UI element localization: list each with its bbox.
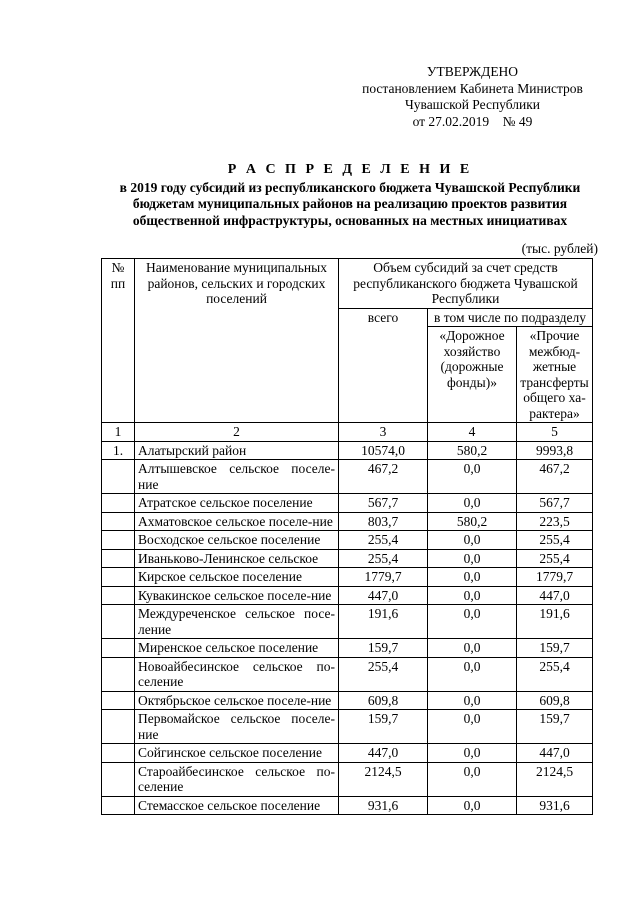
row-other: 255,4 — [517, 657, 593, 691]
row-roads: 580,2 — [428, 512, 517, 531]
row-num — [102, 568, 135, 587]
row-roads: 0,0 — [428, 710, 517, 744]
table-row — [102, 691, 593, 710]
row-other: 2124,5 — [517, 762, 593, 796]
document-subtitle-line: общественной инфраструктуры, основанных на местных инициативах — [132, 212, 568, 228]
row-total: 2124,5 — [339, 762, 428, 796]
row-total: 10574,0 — [339, 441, 428, 460]
table-row — [102, 605, 593, 639]
table-row — [102, 762, 593, 796]
row-num — [102, 762, 135, 796]
row-num: 1. — [102, 441, 135, 460]
table-row — [102, 657, 593, 691]
document-subtitle-line: в 2019 году субсидий из республиканского бюджета Чувашской Республики — [119, 179, 581, 195]
row-roads: 0,0 — [428, 691, 517, 710]
header-transfers: «Прочие межбюд-жетные трансферты общего ха-рактера» — [517, 327, 593, 423]
row-roads: 0,0 — [428, 460, 517, 494]
row-name: Атратское сельское поселение — [135, 494, 339, 513]
row-name: Стемасское сельское поселение — [135, 796, 339, 815]
row-num — [102, 710, 135, 744]
subsidy-table — [101, 258, 593, 815]
row-total: 931,6 — [339, 796, 428, 815]
column-number: 4 — [428, 423, 517, 442]
row-total: 447,0 — [339, 586, 428, 605]
approval-line: постановлением Кабинета Министров — [362, 80, 583, 96]
table-row — [102, 796, 593, 815]
header-name: Наименование муниципальных районов, сельских и городских поселений — [135, 259, 339, 423]
row-num — [102, 494, 135, 513]
row-name: Первомайское сельское поселе-ние — [135, 710, 339, 744]
row-other: 159,7 — [517, 710, 593, 744]
row-name: Алтышевское сельское поселе-ние — [135, 460, 339, 494]
row-other: 1779,7 — [517, 568, 593, 587]
row-num — [102, 512, 135, 531]
header-roads: «Дорожное хозяйство (дорожные фонды)» — [428, 327, 517, 423]
table-row — [102, 494, 593, 513]
row-name: Октябрьское сельское поселе-ние — [135, 691, 339, 710]
row-total: 609,8 — [339, 691, 428, 710]
row-num — [102, 460, 135, 494]
table-row — [102, 531, 593, 550]
row-total: 255,4 — [339, 549, 428, 568]
row-name: Междуреченское сельское посе-ление — [135, 605, 339, 639]
row-total: 159,7 — [339, 710, 428, 744]
document-heading — [100, 162, 600, 229]
table-row — [102, 441, 593, 460]
table-body — [102, 441, 593, 815]
header-subsection: в том числе по подразделу — [428, 308, 593, 327]
row-roads: 580,2 — [428, 441, 517, 460]
row-name: Сойгинское сельское поселение — [135, 744, 339, 763]
table-row — [102, 586, 593, 605]
row-other: 467,2 — [517, 460, 593, 494]
row-num — [102, 531, 135, 550]
table-row — [102, 568, 593, 587]
row-roads: 0,0 — [428, 744, 517, 763]
row-total: 803,7 — [339, 512, 428, 531]
row-total: 567,7 — [339, 494, 428, 513]
row-num — [102, 657, 135, 691]
row-name: Новоайбесинское сельское по-селение — [135, 657, 339, 691]
unit-label: (тыс. рублей) — [521, 241, 598, 256]
row-other: 223,5 — [517, 512, 593, 531]
row-num — [102, 586, 135, 605]
header-total: всего — [339, 308, 428, 423]
row-total: 255,4 — [339, 531, 428, 550]
row-other: 447,0 — [517, 744, 593, 763]
approval-title: УТВЕРЖДЕНО — [426, 64, 519, 79]
row-num — [102, 549, 135, 568]
table-row — [102, 512, 593, 531]
row-other: 567,7 — [517, 494, 593, 513]
row-roads: 0,0 — [428, 531, 517, 550]
row-total: 467,2 — [339, 460, 428, 494]
document-subtitle-line: бюджетам муниципальных районов на реализацию проектов развития — [132, 196, 568, 211]
column-number: 1 — [102, 423, 135, 442]
row-total: 1779,7 — [339, 568, 428, 587]
row-roads: 0,0 — [428, 568, 517, 587]
approval-date: от 27.02.2019 № 49 — [412, 113, 533, 129]
row-roads: 0,0 — [428, 586, 517, 605]
row-num — [102, 691, 135, 710]
row-name: Алатырский район — [135, 441, 339, 460]
row-name: Иваньково-Ленинское сельское — [135, 549, 339, 568]
row-num — [102, 796, 135, 815]
row-roads: 0,0 — [428, 494, 517, 513]
row-name: Кирское сельское поселение — [135, 568, 339, 587]
row-other: 159,7 — [517, 639, 593, 658]
row-num — [102, 744, 135, 763]
row-roads: 0,0 — [428, 639, 517, 658]
row-other: 931,6 — [517, 796, 593, 815]
table-row — [102, 744, 593, 763]
table-row — [102, 460, 593, 494]
table-row — [102, 549, 593, 568]
row-roads: 0,0 — [428, 605, 517, 639]
column-number: 3 — [339, 423, 428, 442]
row-other: 255,4 — [517, 531, 593, 550]
row-roads: 0,0 — [428, 657, 517, 691]
header-volume: Объем субсидий за счет средств республиканского бюджета Чувашской Республики — [339, 259, 593, 309]
row-name: Миренское сельское поселение — [135, 639, 339, 658]
row-name: Староайбесинское сельское по-селение — [135, 762, 339, 796]
row-other: 447,0 — [517, 586, 593, 605]
row-total: 447,0 — [339, 744, 428, 763]
row-roads: 0,0 — [428, 549, 517, 568]
row-name: Ахматовское сельское поселе-ние — [135, 512, 339, 531]
approval-line: Чувашской Республики — [404, 97, 541, 112]
column-number: 5 — [517, 423, 593, 442]
row-other: 255,4 — [517, 549, 593, 568]
row-roads: 0,0 — [428, 796, 517, 815]
approval-block — [355, 64, 590, 130]
row-other: 609,8 — [517, 691, 593, 710]
row-total: 255,4 — [339, 657, 428, 691]
row-total: 159,7 — [339, 639, 428, 658]
row-name: Кувакинское сельское поселе-ние — [135, 586, 339, 605]
row-name: Восходское сельское поселение — [135, 531, 339, 550]
row-num — [102, 639, 135, 658]
column-number: 2 — [135, 423, 339, 442]
row-num — [102, 605, 135, 639]
row-roads: 0,0 — [428, 762, 517, 796]
table-row — [102, 639, 593, 658]
row-other: 9993,8 — [517, 441, 593, 460]
row-total: 191,6 — [339, 605, 428, 639]
document-title: Р А С П Р Е Д Е Л Е Н И Е — [227, 162, 473, 177]
header-num: № пп — [102, 259, 135, 423]
row-other: 191,6 — [517, 605, 593, 639]
table-row — [102, 710, 593, 744]
